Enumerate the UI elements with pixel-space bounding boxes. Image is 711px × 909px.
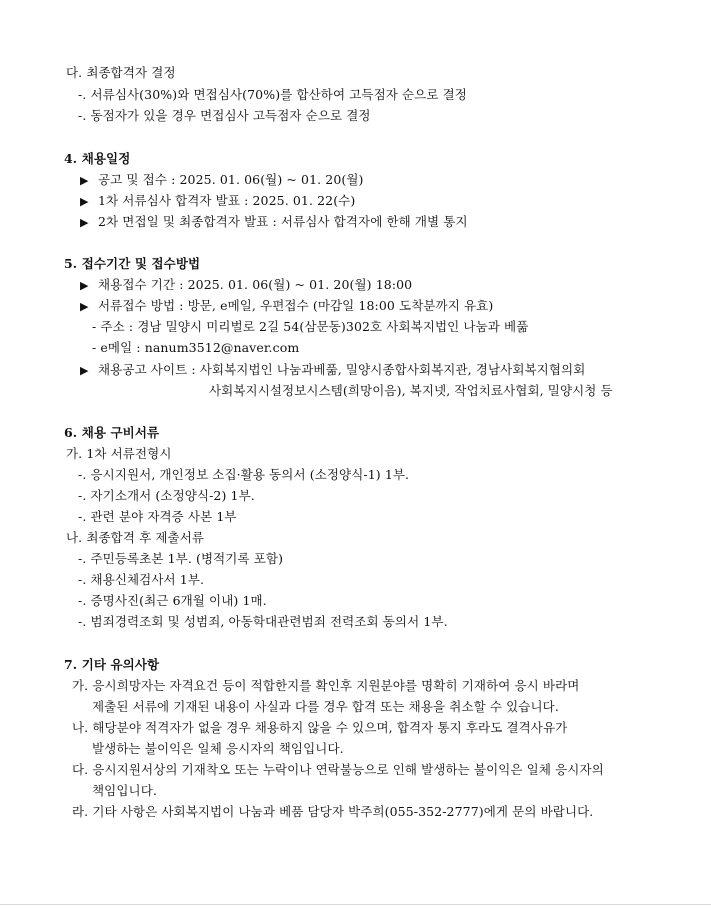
note-item: 가. 응시희망자는 자격요건 등이 적합한지를 확인후 지원분야를 명확히 기재하여 응시 바라며 bbox=[72, 678, 580, 693]
list-item: ▶ 채용접수 기간 : 2025. 01. 06(월) ~ 01. 20(월) 18:00 bbox=[80, 276, 412, 295]
arrow-bullet-icon: ▶ bbox=[80, 300, 89, 313]
note-item-continuation: 제출된 서류에 기재된 내용이 사실과 다를 경우 합격 또는 채용을 취소할 수 있습니다. bbox=[92, 699, 559, 714]
page-bottom-divider bbox=[0, 904, 711, 905]
list-item: -. 자기소개서 (소정양식-2) 1부. bbox=[78, 488, 255, 503]
list-item: -. 동점자가 있을 경우 면접심사 고득점자 순으로 결정 bbox=[78, 108, 371, 123]
list-item: -. 범죄경력조회 및 성범죄, 아동학대관련범죄 전력조회 동의서 1부. bbox=[78, 614, 448, 629]
section-title-application: 5. 접수기간 및 접수방법 bbox=[64, 256, 201, 271]
list-item: -. 서류심사(30%)와 면접심사(70%)를 합산하여 고득점자 순으로 결정 bbox=[78, 87, 467, 102]
address-line: - 주소 : 경남 밀양시 미리벌로 2길 54(삼문동)302호 사회복지법인 나눔과 베풂 bbox=[92, 319, 529, 334]
note-item-continuation: 책임입니다. bbox=[92, 783, 157, 798]
note-item-continuation: 발생하는 불이익은 일체 응시자의 책임입니다. bbox=[92, 741, 344, 756]
list-item: -. 응시지원서, 개인정보 소집·활용 동의서 (소정양식-1) 1부. bbox=[78, 467, 410, 482]
note-item: 라. 기타 사항은 사회복지법이 나눔과 베품 담당자 박주희(055-352-2777)에게 문의 바랍니다. bbox=[72, 804, 594, 819]
arrow-bullet-icon: ▶ bbox=[80, 364, 89, 377]
sub-heading-na: 나. 최종합격 후 제출서류 bbox=[66, 530, 205, 545]
section-title-documents: 6. 채용 구비서류 bbox=[64, 425, 160, 440]
arrow-bullet-icon: ▶ bbox=[80, 279, 89, 292]
list-item: -. 주민등록초본 1부. (병적기록 포함) bbox=[78, 551, 284, 566]
list-item-continuation: 사회복지시설정보시스템(희망이음), 복지넷, 작업치료사협회, 밀양시청 등 bbox=[209, 383, 613, 398]
email-line: - e메일 : nanum3512@naver.com bbox=[92, 340, 300, 355]
list-item: -. 채용신체검사서 1부. bbox=[78, 572, 205, 587]
list-item: ▶ 1차 서류심사 합격자 발표 : 2025. 01. 22(수) bbox=[80, 192, 355, 211]
sub-heading-ga: 가. 1차 서류전형시 bbox=[66, 446, 172, 461]
arrow-bullet-icon: ▶ bbox=[80, 174, 89, 187]
arrow-bullet-icon: ▶ bbox=[80, 195, 89, 208]
arrow-bullet-icon: ▶ bbox=[80, 216, 89, 229]
list-item: -. 관련 분야 자격증 사본 1부 bbox=[78, 509, 237, 524]
note-item: 나. 해당분야 적격자가 없을 경우 채용하지 않을 수 있으며, 합격자 통지 후라도 결격사유가 bbox=[72, 720, 568, 735]
list-item: ▶ 2차 면접일 및 최종합격자 발표 : 서류심사 합격자에 한해 개별 통지 bbox=[80, 213, 468, 232]
note-item: 다. 응시지원서상의 기재착오 또는 누락이나 연락불능으로 인해 발생하는 불이익은 일체 응시자의 bbox=[72, 762, 604, 777]
list-item: -. 증명사진(최근 6개월 이내) 1매. bbox=[78, 593, 267, 608]
section-title-schedule: 4. 채용일정 bbox=[64, 151, 131, 166]
list-item: ▶ 서류접수 방법 : 방문, e메일, 우편접수 (마감일 18:00 도착분까지 유효) bbox=[80, 297, 493, 316]
section-title-notes: 7. 기타 유의사항 bbox=[64, 657, 160, 672]
list-item: ▶ 채용공고 사이트 : 사회복지법인 나눔과베풂, 밀양시종합사회복지관, 경남사회복지협의회 bbox=[80, 361, 585, 380]
list-item: ▶ 공고 및 접수 : 2025. 01. 06(월) ~ 01. 20(월) bbox=[80, 171, 364, 190]
sub-heading-da: 다. 최종합격자 결정 bbox=[66, 65, 176, 80]
